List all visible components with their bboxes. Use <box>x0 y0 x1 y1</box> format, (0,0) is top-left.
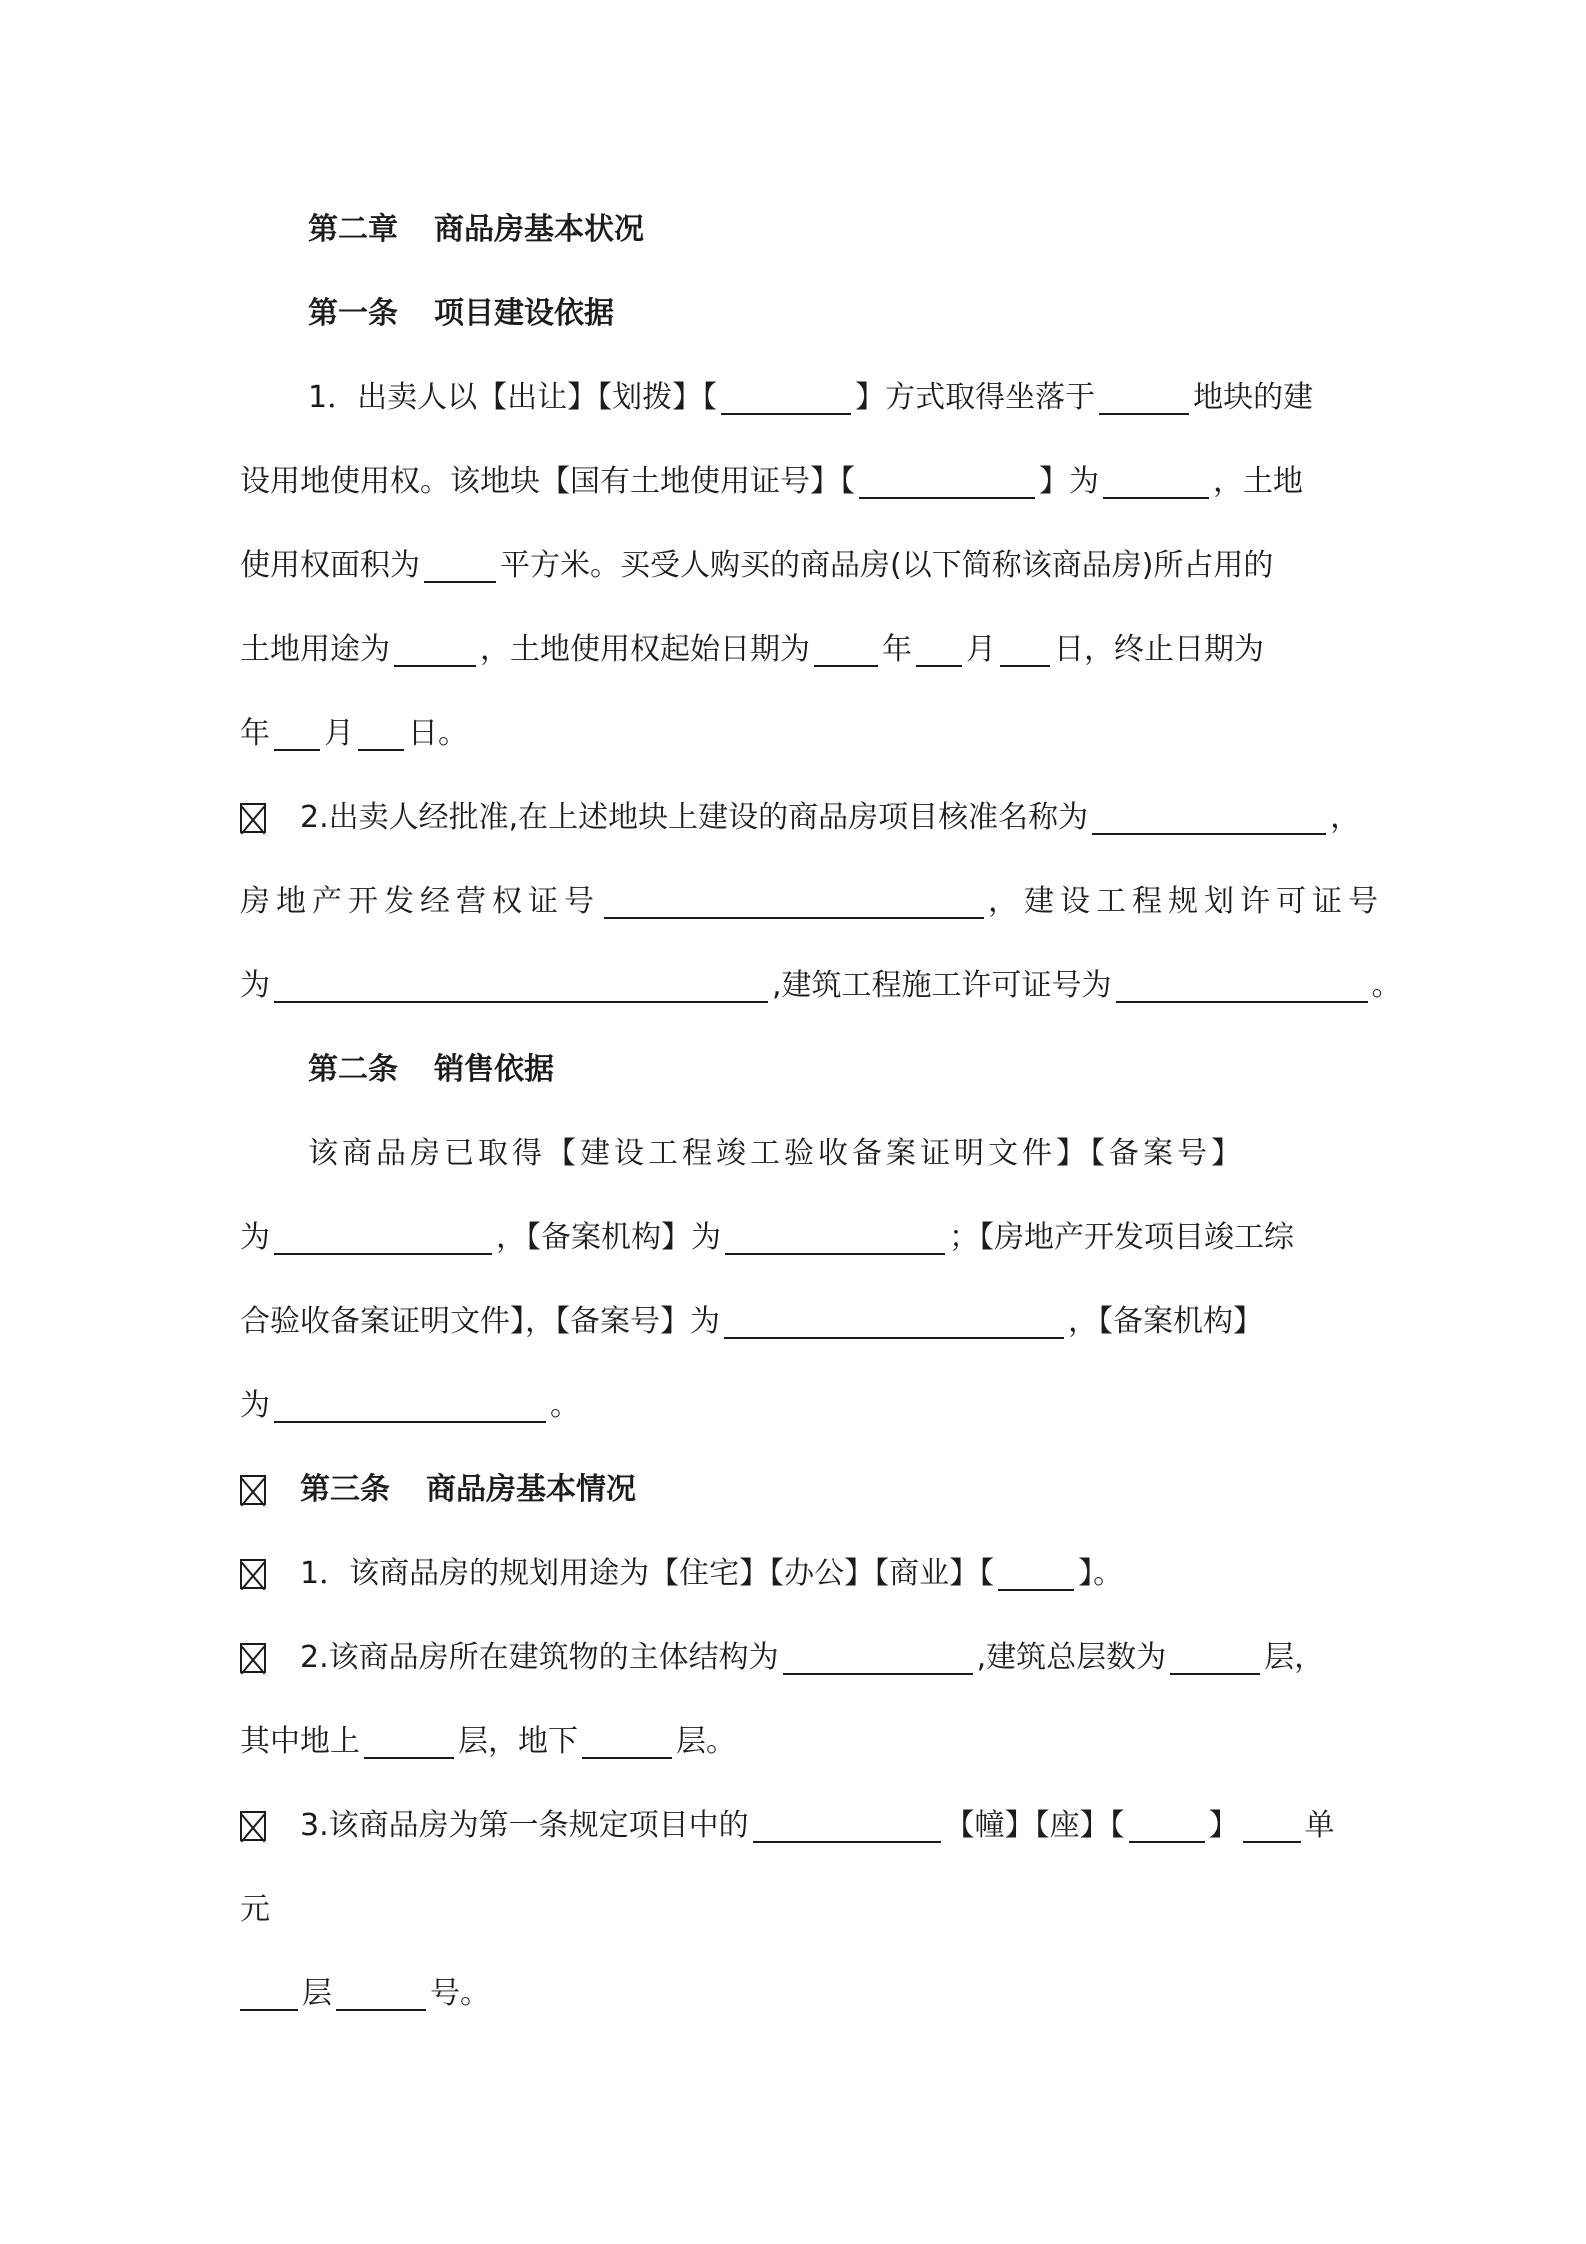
a1-p1-line3 <box>240 538 1420 594</box>
text: 平方米。买受人购买的商品房(以下简称该商品房)所占用的 <box>500 548 1274 583</box>
text: ，【备案机构】 <box>1068 1304 1263 1339</box>
text: 其中地上 <box>240 1724 360 1759</box>
text: 设用地使用权。该地块【国有土地使用证号】【 <box>240 464 855 499</box>
blank-building-other[interactable] <box>1129 1803 1205 1843</box>
text: 2.出卖人经批准,在上述地块上建设的商品房项目核准名称为 <box>300 800 1089 835</box>
text: 】。 <box>1078 1556 1124 1591</box>
article2-heading <box>308 1042 1488 1098</box>
text: 日，终止日期为 <box>1054 632 1264 667</box>
blank-planning-permit[interactable] <box>274 963 768 1003</box>
blank-floors-above[interactable] <box>364 1719 454 1759</box>
a1-p2-line2 <box>240 874 1420 930</box>
text: 【幢】【座】【 <box>944 1808 1125 1843</box>
text: 元 <box>240 1892 270 1927</box>
a2-line1 <box>308 1126 1488 1182</box>
checkbox-x-icon[interactable] <box>240 1643 266 1673</box>
checkbox-x-icon[interactable] <box>240 803 266 833</box>
checkbox-x-icon[interactable] <box>240 1811 266 1841</box>
text: 层，地下 <box>458 1724 578 1759</box>
text: 使用权面积为 <box>240 548 420 583</box>
blank-main-structure[interactable] <box>783 1635 973 1675</box>
text: 该商品房已取得【建设工程竣工验收备案证明文件】【备案号】 <box>308 1136 1245 1171</box>
text: 年 <box>882 632 912 667</box>
blank-floors-below[interactable] <box>582 1719 672 1759</box>
blank-land-location[interactable] <box>1099 375 1189 415</box>
article2-title: 销售依据 <box>434 1052 554 1087</box>
text: 年 <box>240 716 270 751</box>
blank-land-use[interactable] <box>394 627 476 667</box>
text: 地块的建 <box>1193 380 1314 415</box>
text: 为 <box>240 1220 270 1255</box>
chapter-number: 第二章 <box>308 212 398 247</box>
text: ，【备案机构】为 <box>496 1220 721 1255</box>
blank-start-day[interactable] <box>1000 627 1050 667</box>
blank-construction-permit[interactable] <box>1116 963 1368 1003</box>
blank-comprehensive-filing-number[interactable] <box>724 1299 1064 1339</box>
blank-land-area[interactable] <box>424 543 496 583</box>
a3-item2-line2 <box>240 1714 1420 1770</box>
text: ,建筑总层数为 <box>976 1640 1167 1675</box>
text: 2.该商品房所在建筑物的主体结构为 <box>300 1640 779 1675</box>
text: 。 <box>550 1388 580 1423</box>
text: 为 <box>240 1388 270 1423</box>
blank-end-month[interactable] <box>274 711 320 751</box>
a3-item1 <box>240 1546 1420 1602</box>
chapter-title: 商品房基本状况 <box>434 212 644 247</box>
blank-room-number[interactable] <box>336 1971 426 2011</box>
a3-item3-line3 <box>240 1966 1420 2022</box>
text: 层， <box>1264 1640 1325 1675</box>
blank-building[interactable] <box>753 1803 941 1843</box>
article1-number: 第一条 <box>308 296 398 331</box>
text: ,建筑工程施工许可证号为 <box>772 968 1112 1003</box>
text: ， <box>1330 800 1361 835</box>
text: 合验收备案证明文件】，【备案号】为 <box>240 1304 720 1339</box>
text: 。 <box>1371 968 1402 1003</box>
a3-item3-line1 <box>240 1798 1420 1854</box>
chapter-heading <box>308 202 1488 258</box>
text: ；【房地产开发项目竣工综 <box>949 1220 1294 1255</box>
blank-acquisition-method[interactable] <box>721 375 851 415</box>
a1-p1-line1 <box>308 370 1488 426</box>
a2-line4 <box>240 1378 1420 1434</box>
text: 层 <box>302 1976 332 2011</box>
blank-start-year[interactable] <box>814 627 878 667</box>
blank-total-floors[interactable] <box>1170 1635 1260 1675</box>
text: 1．出卖人以【出让】【划拨】【 <box>308 380 718 415</box>
text: 】方式取得坐落于 <box>855 380 1096 415</box>
article3-heading <box>240 1462 1420 1518</box>
blank-start-month[interactable] <box>916 627 962 667</box>
blank-unit[interactable] <box>1243 1803 1301 1843</box>
text: ，土地 <box>1213 464 1303 499</box>
blank-filing-number[interactable] <box>274 1215 492 1255</box>
text: 3.该商品房为第一条规定项目中的 <box>300 1808 749 1843</box>
text: 层。 <box>676 1724 736 1759</box>
blank-comprehensive-filing-agency[interactable] <box>274 1383 546 1423</box>
blank-end-day[interactable] <box>358 711 404 751</box>
text: 月 <box>966 632 996 667</box>
checkbox-x-icon[interactable] <box>240 1475 266 1505</box>
blank-dev-license[interactable] <box>604 879 984 919</box>
text: 房地产开发经营权证号 <box>240 884 600 919</box>
a3-item3-line2 <box>240 1882 1420 1938</box>
article1-title: 项目建设依据 <box>434 296 614 331</box>
blank-filing-agency[interactable] <box>725 1215 945 1255</box>
text: 】为 <box>1039 464 1099 499</box>
a1-p2-line1 <box>240 790 1420 846</box>
text: 日。 <box>408 716 468 751</box>
a1-p1-line5 <box>240 706 1420 762</box>
article3-number: 第三条 <box>300 1472 390 1507</box>
a1-p1-line4 <box>240 622 1420 678</box>
text: ，土地使用权起始日期为 <box>480 632 810 667</box>
text: 1．该商品房的规划用途为【住宅】【办公】【商业】【 <box>300 1556 995 1591</box>
text: 单 <box>1304 1808 1335 1843</box>
article1-heading <box>308 286 1488 342</box>
text: 土地用途为 <box>240 632 390 667</box>
blank-certificate-type[interactable] <box>859 459 1035 499</box>
a3-item2-line1 <box>240 1630 1420 1686</box>
text: 月 <box>324 716 354 751</box>
text: 】 <box>1208 1808 1239 1843</box>
a1-p2-line3 <box>240 958 1420 1014</box>
a2-line2 <box>240 1210 1420 1266</box>
text: 为 <box>240 968 270 1003</box>
text: ，建设工程规划许可证号 <box>988 884 1384 919</box>
checkbox-x-icon[interactable] <box>240 1559 266 1589</box>
article3-title: 商品房基本情况 <box>426 1472 636 1507</box>
blank-project-name[interactable] <box>1092 795 1326 835</box>
article2-number: 第二条 <box>308 1052 398 1087</box>
blank-planned-use[interactable] <box>998 1551 1074 1591</box>
blank-floor[interactable] <box>240 1971 298 2011</box>
a2-line3 <box>240 1294 1420 1350</box>
text: 号。 <box>430 1976 490 2011</box>
blank-certificate-number[interactable] <box>1103 459 1209 499</box>
a1-p1-line2 <box>240 454 1420 510</box>
